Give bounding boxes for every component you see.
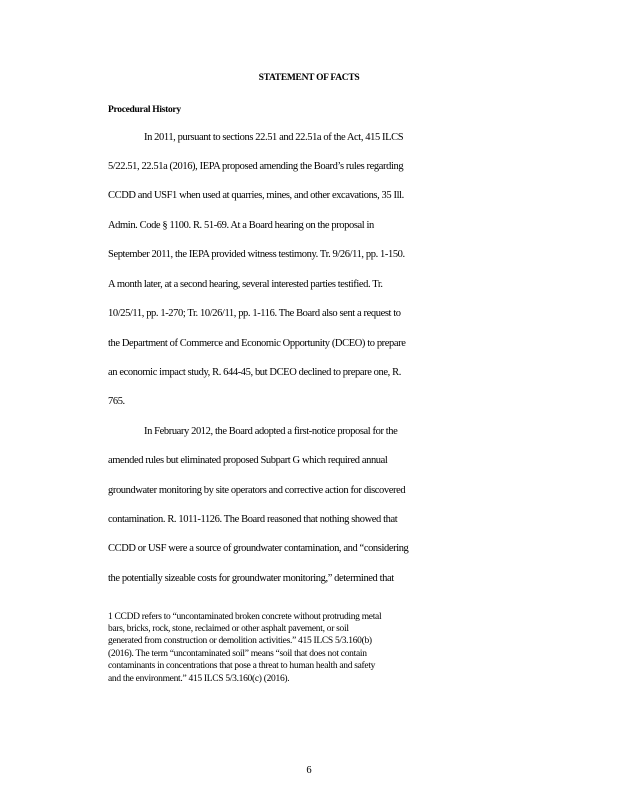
body-line: groundwater monitoring by site operators and corrective action for discovered <box>108 485 406 496</box>
body-line: CCDD or USF were a source of groundwater contamination, and “considering <box>108 543 409 554</box>
body-line: the potentially sizeable costs for groundwater monitoring,” determined that <box>108 573 394 584</box>
body-line: amended rules but eliminated proposed Subpart G which required annual <box>108 455 388 466</box>
body-line: A month later, at a second hearing, several interested parties testified. Tr. <box>108 279 383 290</box>
section-title: STATEMENT OF FACTS <box>258 73 360 83</box>
body-line: an economic impact study, R. 644-45, but DCEO declined to prepare one, R. <box>108 367 401 378</box>
body-line: contamination. R. 1011-1126. The Board reasoned that nothing showed that <box>108 514 398 525</box>
footnote-line: bars, bricks, rock, stone, reclaimed or other asphalt pavement, or soil <box>108 624 349 634</box>
page-number: 6 <box>306 765 312 776</box>
body-line: 10/25/11, pp. 1-270; Tr. 10/26/11, pp. 1-116. The Board also sent a request to <box>108 308 401 319</box>
body-line: September 2011, the IEPA provided witness testimony. Tr. 9/26/11, pp. 1-150. <box>108 249 405 260</box>
body-line: CCDD and USF1 when used at quarries, mines, and other excavations, 35 Ill. <box>108 190 404 201</box>
footnote-line: (2016). The term “uncontaminated soil” means “soil that does not contain <box>108 649 367 659</box>
body-line: the Department of Commerce and Economic Opportunity (DCEO) to prepare <box>108 338 406 349</box>
body-line: Admin. Code § 1100. R. 51-69. At a Board hearing on the proposal in <box>108 220 374 231</box>
footnote-line: and the environment.” 415 ILCS 5/3.160(c) (2016). <box>108 674 290 684</box>
footnote-line: contaminants in concentrations that pose a threat to human health and safety <box>108 661 376 671</box>
footnote-line: 1 CCDD refers to “uncontaminated broken concrete without protruding metal <box>108 612 382 622</box>
footnote-line: generated from construction or demolition activities.” 415 ILCS 5/3.160(b) <box>108 636 372 646</box>
body-line: In 2011, pursuant to sections 22.51 and 22.51a of the Act, 415 ILCS <box>144 132 404 143</box>
body-line: In February 2012, the Board adopted a first-notice proposal for the <box>144 426 398 437</box>
body-line: 5/22.51, 22.51a (2016), IEPA proposed amending the Board’s rules regarding <box>108 161 404 172</box>
subsection-title: Procedural History <box>108 105 181 115</box>
body-line: 765. <box>108 396 125 407</box>
